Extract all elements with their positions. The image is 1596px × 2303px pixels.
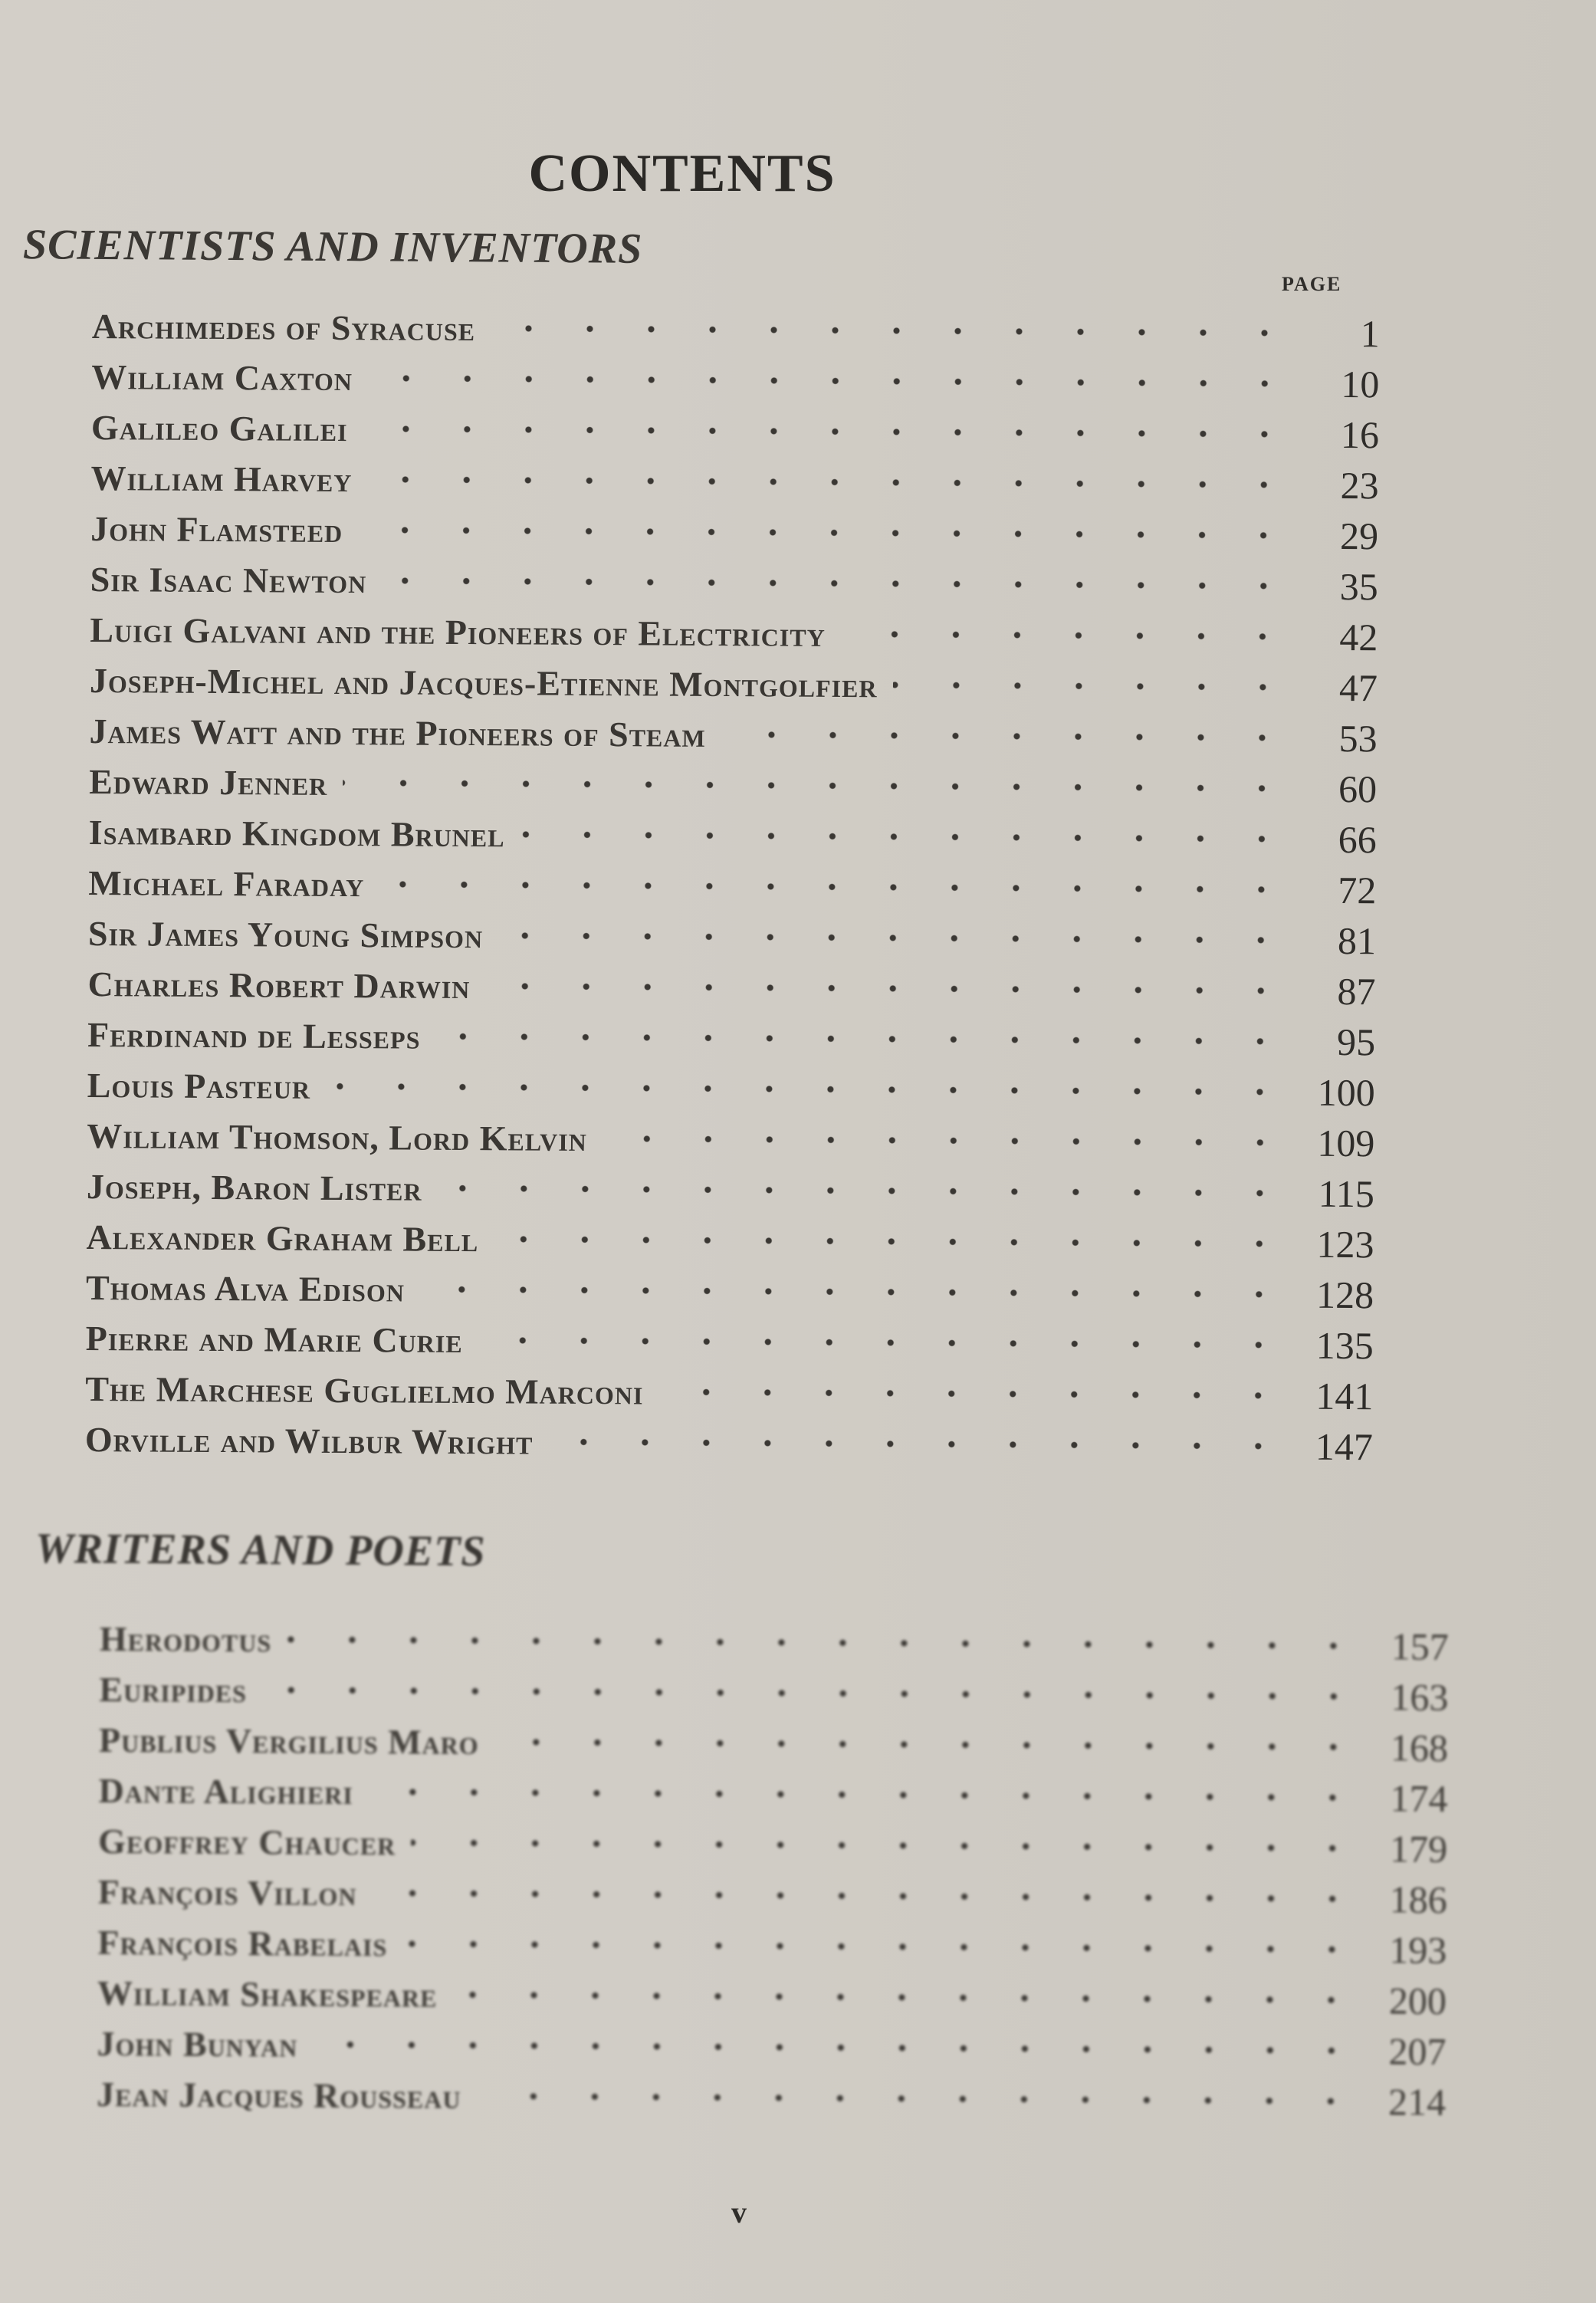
entry-page: 47: [1338, 665, 1378, 710]
entry-page: 214: [1387, 2080, 1447, 2124]
toc-entry[interactable]: [91, 402, 1379, 460]
toc-entry[interactable]: [98, 1815, 1447, 1874]
entry-page: 81: [1337, 918, 1377, 963]
entry-name: Sir James Young Simpson: [87, 913, 484, 955]
dot-leader: [343, 775, 1292, 797]
entry-name: François Villon: [97, 1871, 357, 1913]
dot-leader: [478, 1332, 1289, 1352]
entry-name: William Shakespeare: [97, 1973, 438, 2015]
entry-page: 53: [1338, 716, 1378, 761]
entry-page: 23: [1340, 463, 1379, 508]
toc-entry[interactable]: [97, 2018, 1446, 2077]
dot-leader: [313, 2037, 1361, 2058]
entry-page: 174: [1390, 1776, 1448, 1820]
entry-page: 135: [1315, 1323, 1374, 1368]
entry-name: Joseph-Michel and Jacques-Etienne Montgolfier: [89, 660, 878, 705]
entry-page: 147: [1315, 1424, 1374, 1469]
entry-name: Geoffrey Chaucer: [98, 1821, 396, 1862]
entry-page: 42: [1339, 615, 1378, 659]
entry-name: William Harvey: [90, 458, 353, 499]
entry-name: François Rabelais: [97, 1922, 388, 1963]
toc-entry[interactable]: [90, 452, 1378, 511]
toc-entry[interactable]: [90, 604, 1378, 662]
toc-entry[interactable]: [89, 807, 1377, 865]
toc-entry[interactable]: [98, 1866, 1447, 1925]
dot-leader: [658, 1385, 1289, 1404]
toc-entry[interactable]: [87, 958, 1375, 1017]
entry-name: William Caxton: [91, 356, 353, 398]
toc-entry[interactable]: [97, 1917, 1447, 1976]
toc-entry[interactable]: [88, 908, 1376, 966]
entry-page: 87: [1337, 969, 1376, 1014]
entry-name: Archimedes of Syracuse: [91, 306, 476, 348]
toc-entry[interactable]: [100, 1613, 1449, 1672]
dot-leader: [491, 320, 1296, 340]
entry-page: 186: [1389, 1878, 1447, 1921]
toc-entry[interactable]: [98, 1765, 1447, 1824]
dot-leader: [841, 626, 1294, 645]
dot-leader: [379, 876, 1292, 897]
dot-leader: [476, 2088, 1361, 2109]
entry-name: John Bunyan: [97, 2023, 298, 2065]
dot-leader: [382, 573, 1294, 593]
entry-page: 179: [1389, 1827, 1448, 1871]
toc-entry[interactable]: [92, 301, 1380, 359]
dot-leader: [494, 1734, 1364, 1755]
dot-leader: [369, 1784, 1364, 1805]
dot-leader: [437, 1181, 1289, 1201]
entry-page: 141: [1315, 1374, 1374, 1418]
page-title: CONTENTS: [528, 143, 836, 203]
entry-name: Euripides: [99, 1669, 248, 1710]
dot-leader: [603, 1131, 1291, 1150]
toc-entry[interactable]: [90, 503, 1378, 561]
entry-name: Edward Jenner: [89, 761, 328, 803]
entry-name: Louis Pasteur: [87, 1065, 311, 1106]
dot-leader: [262, 1682, 1364, 1704]
toc-entry[interactable]: [99, 1664, 1448, 1723]
dot-leader: [367, 471, 1294, 492]
entry-name: Michael Faraday: [88, 862, 365, 904]
entry-name: Jean Jacques Rousseau: [97, 2074, 461, 2116]
toc-entry[interactable]: [89, 756, 1377, 814]
entry-page: 115: [1318, 1171, 1375, 1216]
dot-leader: [494, 1231, 1289, 1251]
entry-name: Dante Alighieri: [98, 1770, 353, 1812]
dot-leader: [287, 1631, 1364, 1654]
toc-entry[interactable]: [90, 655, 1378, 713]
page-folio: v: [731, 2195, 747, 2229]
toc-entry[interactable]: [97, 1967, 1447, 2026]
dot-leader: [892, 677, 1293, 695]
dot-leader: [721, 727, 1293, 746]
entry-name: Publius Vergilius Maro: [98, 1720, 479, 1762]
entry-page: 200: [1388, 1979, 1447, 2022]
entry-name: William Thomson, Lord Kelvin: [87, 1115, 588, 1158]
entry-page: 157: [1391, 1625, 1449, 1668]
entry-page: 168: [1390, 1726, 1449, 1769]
dot-leader: [452, 1987, 1362, 2008]
dot-leader: [363, 421, 1296, 442]
entry-page: 10: [1341, 362, 1380, 406]
entry-name: Pierre and Marie Curie: [85, 1318, 463, 1360]
toc-entry[interactable]: [87, 1060, 1375, 1118]
toc-entry[interactable]: [89, 705, 1377, 764]
dot-leader: [435, 1029, 1291, 1050]
dot-leader: [485, 978, 1291, 998]
entry-page: 109: [1317, 1121, 1375, 1165]
section-heading-scientists: SCIENTISTS AND INVENTORS: [22, 221, 643, 273]
section-heading-writers: WRITERS AND POETS: [34, 1524, 486, 1576]
dot-leader: [368, 370, 1295, 391]
dot-leader: [548, 1434, 1289, 1454]
entry-page: 100: [1317, 1070, 1375, 1115]
entry-name: Galileo Galilei: [90, 407, 348, 448]
toc-entry[interactable]: [85, 1363, 1373, 1421]
dot-leader: [326, 1079, 1291, 1100]
toc-entry[interactable]: [97, 2068, 1446, 2127]
entry-page: 123: [1316, 1222, 1374, 1266]
toc-list-writers: [97, 1613, 1449, 2127]
dot-leader: [411, 1835, 1363, 1856]
entry-name: John Flamsteed: [90, 508, 343, 550]
entry-page: 163: [1391, 1675, 1449, 1719]
entry-page: 95: [1336, 1020, 1376, 1064]
entry-name: James Watt and the Pioneers of Steam: [89, 711, 706, 754]
toc-entry[interactable]: [85, 1414, 1373, 1472]
entry-page: 16: [1340, 412, 1380, 457]
entry-page: 60: [1338, 767, 1378, 811]
dot-leader: [521, 826, 1292, 846]
entry-page: 1: [1360, 312, 1380, 356]
toc-entry[interactable]: [87, 1009, 1375, 1067]
dot-leader: [498, 928, 1292, 948]
entry-name: Orville and Wilbur Wright: [84, 1419, 534, 1462]
entry-name: Charles Robert Darwin: [87, 964, 471, 1006]
dot-leader: [358, 522, 1294, 543]
entry-name: Isambard Kingdom Brunel: [88, 812, 505, 854]
entry-name: Thomas Alva Edison: [85, 1267, 406, 1309]
entry-name: Ferdinand de Lesseps: [87, 1014, 421, 1056]
entry-page: 72: [1338, 868, 1377, 912]
dot-leader: [402, 1936, 1362, 1957]
entry-page: 29: [1339, 514, 1379, 558]
toc-entry[interactable]: [87, 1110, 1374, 1168]
entry-page: 207: [1388, 2029, 1447, 2073]
toc-entry[interactable]: [90, 554, 1378, 612]
entry-name: Luigi Galvani and the Pioneers of Electricity: [90, 609, 826, 654]
entry-name: Herodotus: [99, 1618, 272, 1659]
entry-page: 128: [1315, 1273, 1374, 1317]
entry-page: 193: [1389, 1928, 1447, 1972]
entry-page: 66: [1338, 817, 1377, 862]
toc-entry[interactable]: [86, 1262, 1374, 1320]
toc-entry[interactable]: [87, 1161, 1374, 1219]
entry-name: Sir Isaac Newton: [90, 559, 367, 600]
toc-entry[interactable]: [86, 1211, 1374, 1270]
toc-entry[interactable]: [99, 1714, 1448, 1773]
toc-entry[interactable]: [88, 857, 1376, 915]
dot-leader: [420, 1282, 1289, 1303]
dot-leader: [372, 1885, 1362, 1907]
entry-name: The Marchese Guglielmo Marconi: [85, 1368, 644, 1411]
toc-list-scientists: [85, 301, 1380, 1472]
entry-name: Joseph, Baron Lister: [86, 1166, 422, 1208]
toc-entry[interactable]: [91, 351, 1379, 409]
entry-name: Alexander Graham Bell: [86, 1217, 479, 1259]
entry-page: 35: [1339, 564, 1378, 609]
toc-entry[interactable]: [86, 1312, 1374, 1371]
page-column-label: PAGE: [1282, 273, 1342, 295]
